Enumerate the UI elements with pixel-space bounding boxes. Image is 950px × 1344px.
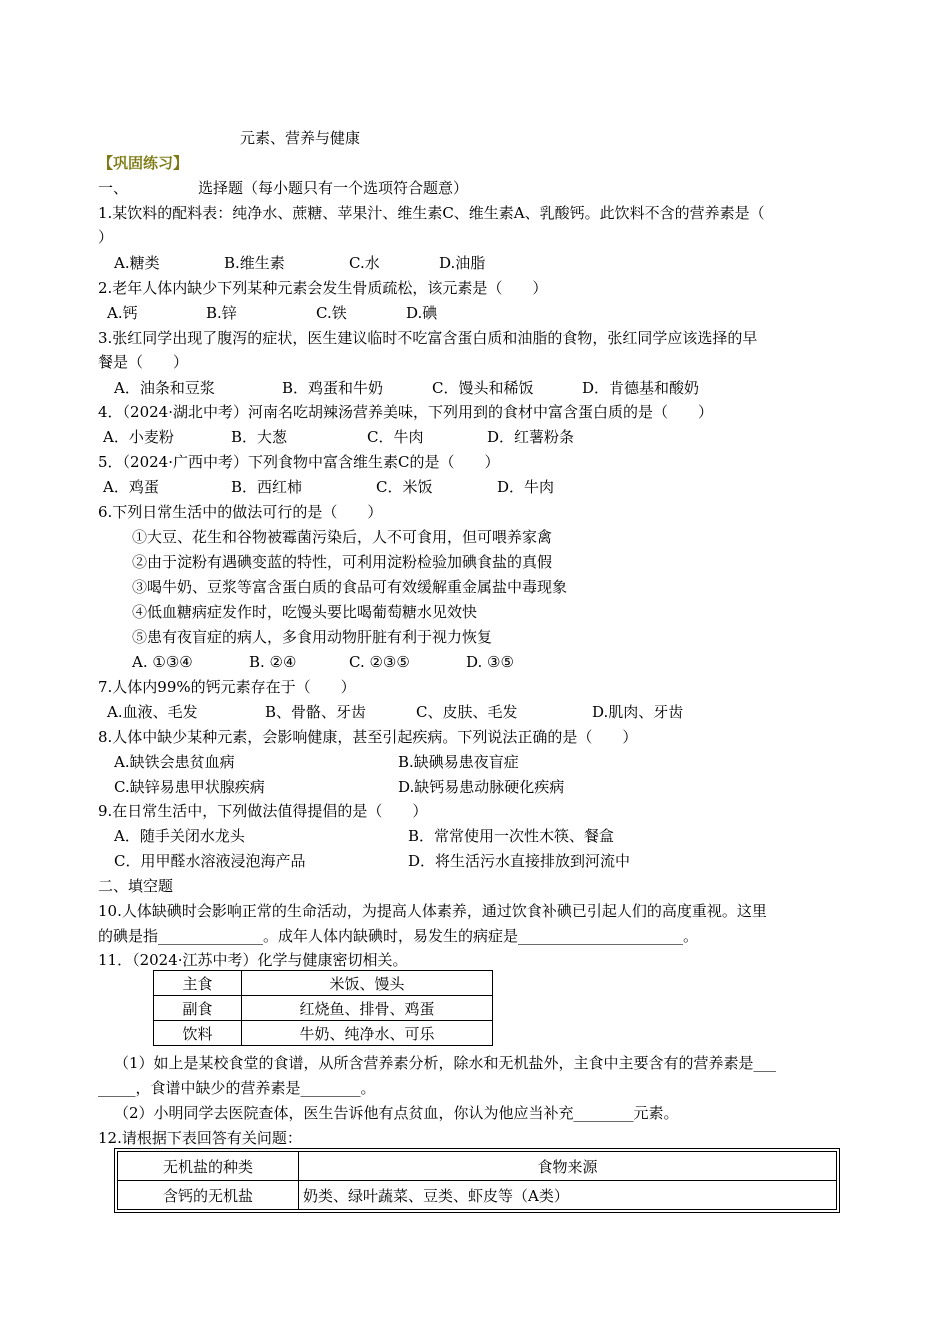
q2-options: [107, 303, 437, 323]
q7-options: [107, 702, 683, 722]
q8-options-row1: [114, 752, 519, 772]
q9-options-row1: [114, 826, 614, 846]
q2-option-c[interactable]: C.铁: [316, 304, 347, 322]
q5-stem: 5．（2024·广西中考）下列食物中富含维生素C的是（ ）: [98, 453, 500, 471]
salt-type-cell: 含钙的无机盐: [118, 1181, 299, 1210]
q9-stem: 9.在日常生活中，下列做法值得提倡的是（ ）: [98, 802, 428, 820]
part2-heading: 二、填空题: [98, 877, 174, 895]
q5-option-d[interactable]: D．牛肉: [497, 478, 555, 496]
table-row: [154, 971, 493, 996]
q1-stem: 1.某饮料的配料表：纯净水、蔗糖、苹果汁、维生素C、维生素A、乳酸钙。此饮料不含的营养素是（: [98, 204, 765, 222]
q4-option-b[interactable]: B．大葱: [231, 428, 288, 446]
q11-menu-table: [153, 970, 493, 1046]
part1-text: 选择题（每小题只有一个选项符合题意）: [198, 179, 469, 197]
q4-option-c[interactable]: C．牛肉: [367, 428, 424, 446]
q1-option-b[interactable]: B.维生素: [224, 254, 285, 272]
q5-option-c[interactable]: C．米饭: [376, 478, 433, 496]
q8-option-c[interactable]: C.缺锌易患甲状腺疾病: [114, 778, 265, 796]
q11-sub1-line2: _____，食谱中缺少的营养素是________。: [98, 1079, 376, 1097]
q1-option-c[interactable]: C.水: [349, 254, 380, 272]
q9-option-d[interactable]: D．将生活污水直接排放到河流中: [408, 852, 631, 870]
q8-option-d[interactable]: D.缺钙易患动脉硬化疾病: [398, 778, 565, 796]
q11-sub2: （2）小明同学去医院查体，医生告诉他有点贫血，你认为他应当补充________元素。: [114, 1104, 679, 1122]
menu-category: 饮料: [154, 1021, 242, 1046]
q1-option-d[interactable]: D.油脂: [439, 254, 486, 272]
q6-option-d[interactable]: D. ③⑤: [466, 653, 514, 671]
table-row: [154, 1021, 493, 1046]
menu-category: 副食: [154, 996, 242, 1021]
part1-number: 一、: [98, 179, 129, 197]
table-header-row: [118, 1152, 837, 1181]
q7-stem: 7.人体内99%的钙元素存在于（ ）: [98, 678, 356, 696]
q12-table-frame: [114, 1148, 840, 1213]
q6-item-4: ④低血糖病症发作时，吃馒头要比喝葡萄糖水见效快: [132, 603, 478, 621]
q9-option-b[interactable]: B．常常使用一次性木筷、餐盒: [408, 827, 615, 845]
q1-options: [114, 253, 485, 273]
part1-heading: [98, 178, 468, 198]
q7-option-d[interactable]: D.肌肉、牙齿: [592, 703, 684, 721]
q8-option-b[interactable]: B.缺碘易患夜盲症: [398, 753, 519, 771]
q7-option-a[interactable]: A.血液、毛发: [107, 703, 198, 721]
food-source-cell: 奶类、绿叶蔬菜、豆类、虾皮等（A类）: [299, 1181, 837, 1210]
menu-items: 米饭、馒头: [242, 971, 493, 996]
section-tag: 【巩固练习】: [98, 154, 189, 172]
q4-option-a[interactable]: A．小麦粉: [103, 428, 174, 446]
column-header: 食物来源: [299, 1152, 837, 1181]
page-title: 元素、营养与健康: [240, 129, 361, 147]
q6-option-b[interactable]: B. ②④: [249, 653, 297, 671]
q8-option-a[interactable]: A.缺铁会患贫血病: [114, 753, 235, 771]
q9-option-a[interactable]: A．随手关闭水龙头: [114, 827, 245, 845]
q6-item-1: ①大豆、花生和谷物被霉菌污染后，人不可食用，但可喂养家禽: [132, 528, 553, 546]
q8-stem: 8.人体中缺少某种元素，会影响健康，甚至引起疾病。下列说法正确的是（ ）: [98, 728, 638, 746]
q6-stem: 6.下列日常生活中的做法可行的是（ ）: [98, 503, 383, 521]
q2-stem: 2.老年人体内缺少下列某种元素会发生骨质疏松，该元素是（ ）: [98, 279, 548, 297]
q9-option-c[interactable]: C．用甲醛水溶液浸泡海产品: [114, 852, 306, 870]
q3-option-d[interactable]: D．肯德基和酸奶: [582, 379, 700, 397]
q6-options: [132, 652, 514, 672]
q3-stem-cont: 餐是（ ）: [98, 353, 189, 371]
q11-sub1-line1: （1）如上是某校食堂的食谱，从所含营养素分析，除水和无机盐外，主食中主要含有的营养素是___: [114, 1054, 777, 1072]
q6-item-5: ⑤患有夜盲症的病人，多食用动物肝脏有利于视力恢复: [132, 628, 493, 646]
q2-option-b[interactable]: B.锌: [206, 304, 237, 322]
q5-option-b[interactable]: B．西红柿: [231, 478, 303, 496]
q6-item-2: ②由于淀粉有遇碘变蓝的特性，可利用淀粉检验加碘食盐的真假: [132, 553, 553, 571]
q4-options: [103, 427, 574, 447]
q8-options-row2: [114, 777, 564, 797]
q6-item-3: ③喝牛奶、豆浆等富含蛋白质的食品可有效缓解重金属盐中毒现象: [132, 578, 568, 596]
q6-option-a[interactable]: A. ①③④: [132, 653, 193, 671]
q1-option-a[interactable]: A.糖类: [114, 254, 160, 272]
q11-stem: 11．（2024·江苏中考）化学与健康密切相关。: [98, 951, 408, 969]
menu-items: 红烧鱼、排骨、鸡蛋: [242, 996, 493, 1021]
q1-stem-cont: ）: [98, 228, 114, 246]
q2-option-a[interactable]: A.钙: [107, 304, 138, 322]
menu-category: 主食: [154, 971, 242, 996]
q12-stem: 12.请根据下表回答有关问题：: [98, 1129, 302, 1147]
q3-option-c[interactable]: C．馒头和稀饭: [432, 379, 534, 397]
q3-stem: 3.张红同学出现了腹泻的症状，医生建议临时不吃富含蛋白质和油脂的食物，张红同学应该选择的早: [98, 329, 758, 347]
q7-option-b[interactable]: B、骨骼、牙齿: [265, 703, 367, 721]
q4-option-d[interactable]: D．红薯粉条: [487, 428, 575, 446]
q10-line1: 10.人体缺碘时会影响正常的生命活动，为提高人体素养，通过饮食补碘已引起人们的高度重视。这里: [98, 902, 767, 920]
q6-option-c[interactable]: C. ②③⑤: [349, 653, 410, 671]
q2-option-d[interactable]: D.碘: [406, 304, 438, 322]
q7-option-c[interactable]: C、皮肤、毛发: [416, 703, 518, 721]
q10-line2: 的碘是指______________。成年人体内缺碘时，易发生的病症是______________________。: [98, 927, 699, 945]
q3-option-b[interactable]: B．鸡蛋和牛奶: [282, 379, 384, 397]
q3-option-a[interactable]: A．油条和豆浆: [114, 379, 215, 397]
q3-options: [114, 378, 699, 398]
q5-option-a[interactable]: A．鸡蛋: [103, 478, 159, 496]
q9-options-row2: [114, 851, 630, 871]
q12-table: [117, 1151, 837, 1210]
q5-options: [103, 477, 554, 497]
q4-stem: 4．（2024·湖北中考）河南名吃胡辣汤营养美味，下列用到的食材中富含蛋白质的是（ ）: [98, 403, 713, 421]
table-row: [154, 996, 493, 1021]
table-row: [118, 1181, 837, 1210]
column-header: 无机盐的种类: [118, 1152, 299, 1181]
menu-items: 牛奶、纯净水、可乐: [242, 1021, 493, 1046]
